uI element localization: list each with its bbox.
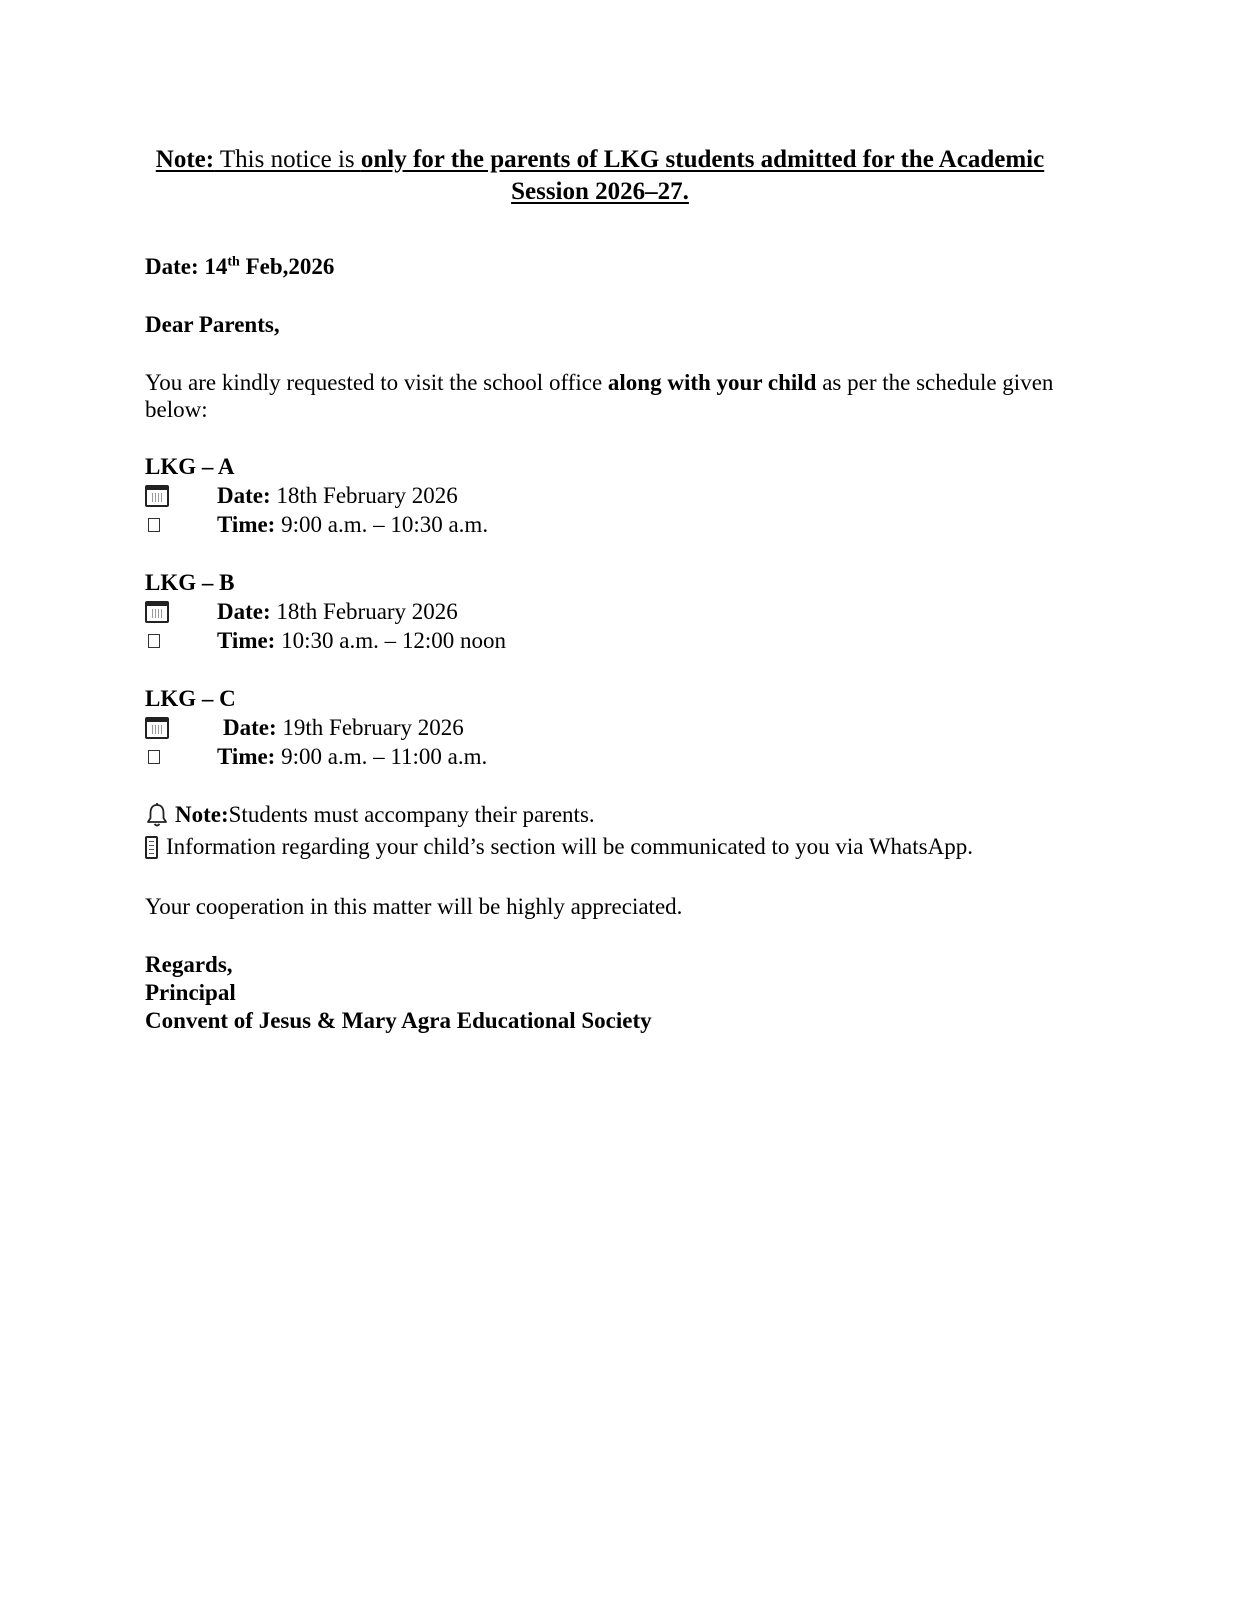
- empty-box-icon: [148, 750, 160, 764]
- schedule-time-row: [145, 742, 1055, 771]
- time-label: Time:: [217, 743, 276, 769]
- group-title: LKG – A: [145, 454, 235, 480]
- schedule-group-lkg-c: [145, 685, 1055, 771]
- intro-part2: as per the schedule given below:: [145, 370, 1054, 423]
- calendar-icon: [145, 485, 169, 507]
- schedule-time-row: [145, 626, 1055, 655]
- signature-regards: Regards,: [145, 952, 233, 978]
- schedule-date-row: [145, 713, 1055, 742]
- signature-block: [145, 951, 1055, 1035]
- notice-heading: [145, 144, 1055, 208]
- heading-note-label: Note:: [155, 146, 215, 173]
- date-label: Date:: [217, 482, 271, 508]
- time-label: Time:: [217, 627, 276, 653]
- heading-plain-text: This notice is: [214, 146, 361, 173]
- time-value: 9:00 a.m. – 11:00 a.m.: [275, 743, 488, 769]
- notice-date: [145, 253, 1055, 281]
- notes-block: [145, 799, 1055, 863]
- signature-org: Convent of Jesus & Mary Agra Educational Society: [145, 1008, 652, 1034]
- intro-part1: You are kindly requested to visit the school office: [145, 370, 608, 396]
- date-label: Date:: [223, 714, 277, 740]
- info-text: Information regarding your child’s section will be communicated to you via WhatsApp.: [166, 834, 973, 860]
- empty-box-icon: [148, 634, 160, 648]
- date-label: Date: 14: [145, 254, 228, 279]
- schedule-date-row: [145, 481, 1055, 510]
- date-rest: Feb,2026: [239, 254, 335, 279]
- time-value: 9:00 a.m. – 10:30 a.m.: [275, 511, 489, 537]
- note-text: Students must accompany their parents.: [228, 802, 595, 828]
- info-line: [145, 831, 1055, 863]
- mobile-phone-icon: [145, 836, 158, 859]
- cooperation-text: Your cooperation in this matter will be highly appreciated.: [145, 894, 683, 920]
- calendar-icon: [145, 717, 169, 739]
- group-title: LKG – C: [145, 686, 236, 712]
- note-line: [145, 799, 1055, 831]
- date-superscript: th: [227, 254, 240, 270]
- note-label: Note:: [175, 802, 229, 828]
- schedule-group-lkg-a: [145, 453, 1055, 539]
- schedule-date-row: [145, 597, 1055, 626]
- date-value: 18th February 2026: [270, 482, 458, 508]
- time-label: Time:: [217, 511, 276, 537]
- notice-page: [145, 144, 1055, 1035]
- time-value: 10:30 a.m. – 12:00 noon: [275, 627, 506, 653]
- group-title: LKG – B: [145, 570, 235, 596]
- intro-bold: along with your child: [607, 370, 817, 396]
- calendar-icon: [145, 601, 169, 623]
- date-value: 18th February 2026: [270, 598, 458, 624]
- schedule-time-row: [145, 510, 1055, 539]
- date-value: 19th February 2026: [276, 714, 464, 740]
- date-label: Date:: [217, 598, 271, 624]
- signature-title: Principal: [145, 980, 236, 1006]
- empty-box-icon: [148, 518, 160, 532]
- schedule-group-lkg-b: [145, 569, 1055, 655]
- salutation: Dear Parents,: [145, 312, 280, 338]
- intro-paragraph: [145, 369, 1055, 423]
- heading-bold-text: only for the parents of LKG students admitted for the Academic Session 2026–27.: [360, 146, 1045, 205]
- bell-icon: [145, 802, 169, 828]
